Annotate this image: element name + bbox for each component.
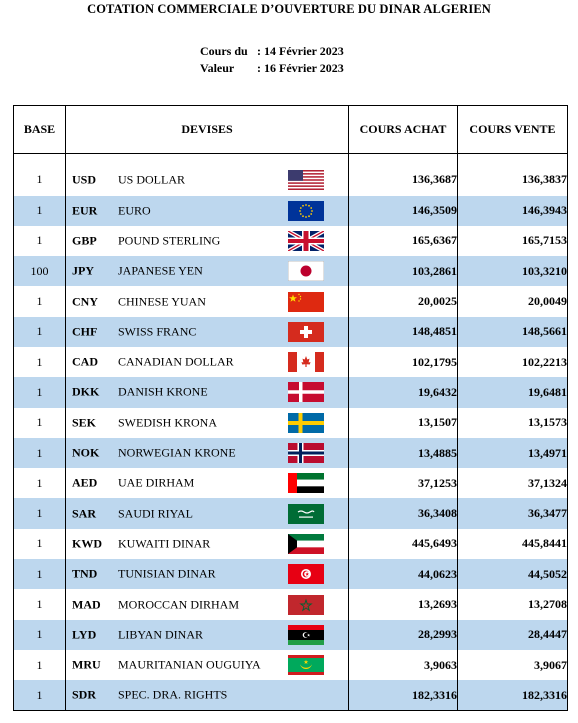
base-cell: 1 xyxy=(14,468,66,498)
devise-cell xyxy=(66,650,349,680)
cours-label: Cours du xyxy=(200,44,248,58)
currency-code: SEK xyxy=(72,415,97,430)
currency-name: EURO xyxy=(118,203,151,218)
devise-cell xyxy=(66,347,349,377)
devise-cell xyxy=(66,589,349,619)
currency-code: KWD xyxy=(72,536,102,551)
table-row xyxy=(14,589,568,619)
currency-name: LIBYAN DINAR xyxy=(118,627,203,642)
currency-name: CANADIAN DOLLAR xyxy=(118,354,234,369)
page-title: COTATION COMMERCIALE D’OUVERTURE DU DINAR ALGERIEN xyxy=(87,2,491,16)
column-header-devises: DEVISES xyxy=(66,106,349,154)
cours-vente-cell: 136,3837 xyxy=(458,154,568,196)
cours-vente-cell: 13,1573 xyxy=(458,408,568,438)
currency-name: MAURITANIAN OUGUIYA xyxy=(118,657,261,672)
column-header-achat: COURS ACHAT xyxy=(349,106,458,154)
valeur-date: : 16 Février 2023 xyxy=(257,61,344,75)
table-header-row xyxy=(14,106,568,154)
currency-code: LYD xyxy=(72,627,97,642)
base-cell: 1 xyxy=(14,620,66,650)
devise-cell xyxy=(66,377,349,407)
cours-achat-cell: 19,6432 xyxy=(349,377,458,407)
cours-achat-cell: 28,2993 xyxy=(349,620,458,650)
valeur-label: Valeur xyxy=(200,61,235,75)
cours-achat-cell: 103,2861 xyxy=(349,256,458,286)
gb-flag-icon xyxy=(288,231,324,251)
us-flag-icon xyxy=(288,170,324,190)
table-row xyxy=(14,680,568,710)
currency-code: USD xyxy=(72,172,97,187)
devise-cell xyxy=(66,286,349,316)
base-cell: 1 xyxy=(14,589,66,619)
cours-vente-cell: 13,2708 xyxy=(458,589,568,619)
currency-code: JPY xyxy=(72,263,94,278)
devise-cell xyxy=(66,226,349,256)
cours-achat-cell: 44,0623 xyxy=(349,559,458,589)
base-cell: 1 xyxy=(14,650,66,680)
sa-flag-icon xyxy=(288,504,324,524)
cours-vente-cell: 13,4971 xyxy=(458,438,568,468)
cours-vente-cell: 148,5661 xyxy=(458,317,568,347)
jp-flag-icon xyxy=(288,261,324,281)
currency-name: SWISS FRANC xyxy=(118,324,197,339)
eu-flag-icon xyxy=(288,201,324,221)
currency-code: DKK xyxy=(72,384,100,399)
cours-vente-cell: 44,5052 xyxy=(458,559,568,589)
table-row xyxy=(14,620,568,650)
currency-name: KUWAITI DINAR xyxy=(118,536,211,551)
ae-flag-icon xyxy=(288,473,324,493)
cours-achat-cell: 146,3509 xyxy=(349,196,458,226)
cours-vente-cell: 36,3477 xyxy=(458,498,568,528)
ma-flag-icon xyxy=(288,595,324,615)
base-cell: 1 xyxy=(14,377,66,407)
table-row xyxy=(14,256,568,286)
devise-cell xyxy=(66,620,349,650)
devise-cell xyxy=(66,196,349,226)
base-cell: 1 xyxy=(14,438,66,468)
cours-achat-cell: 36,3408 xyxy=(349,498,458,528)
cours-achat-cell: 165,6367 xyxy=(349,226,458,256)
table-row xyxy=(14,226,568,256)
cours-vente-cell: 182,3316 xyxy=(458,680,568,710)
ly-flag-icon xyxy=(288,625,324,645)
cours-date: : 14 Février 2023 xyxy=(257,44,344,58)
currency-name: CHINESE YUAN xyxy=(118,294,206,309)
se-flag-icon xyxy=(288,413,324,433)
table-row xyxy=(14,498,568,528)
devise-cell xyxy=(66,438,349,468)
devise-cell xyxy=(66,529,349,559)
base-cell: 1 xyxy=(14,317,66,347)
devise-cell xyxy=(66,559,349,589)
base-cell: 1 xyxy=(14,529,66,559)
base-cell: 1 xyxy=(14,196,66,226)
base-cell: 1 xyxy=(14,226,66,256)
currency-name: SPEC. DRA. RIGHTS xyxy=(118,687,228,702)
table-row xyxy=(14,650,568,680)
table-row xyxy=(14,468,568,498)
table-row xyxy=(14,154,568,196)
table-row xyxy=(14,438,568,468)
currency-code: SDR xyxy=(72,687,97,702)
column-header-vente: COURS VENTE xyxy=(458,106,568,154)
column-header-base: BASE xyxy=(14,106,66,154)
currency-name: US DOLLAR xyxy=(118,172,186,187)
devise-cell xyxy=(66,154,349,196)
base-cell: 1 xyxy=(14,559,66,589)
cours-vente-cell: 165,7153 xyxy=(458,226,568,256)
currency-code: NOK xyxy=(72,445,100,460)
currency-code: MRU xyxy=(72,657,101,672)
currency-code: MAD xyxy=(72,597,101,611)
cours-achat-cell: 13,2693 xyxy=(349,589,458,619)
table-row xyxy=(14,347,568,377)
devise-cell xyxy=(66,468,349,498)
cn-flag-icon xyxy=(288,292,324,312)
base-cell: 1 xyxy=(14,498,66,528)
date-block xyxy=(200,43,344,77)
table-row xyxy=(14,286,568,316)
ca-flag-icon xyxy=(288,352,324,372)
currency-name: TUNISIAN DINAR xyxy=(118,566,216,581)
cours-achat-cell: 445,6493 xyxy=(349,529,458,559)
cours-vente-cell: 37,1324 xyxy=(458,468,568,498)
kw-flag-icon xyxy=(288,534,324,554)
currency-code: SAR xyxy=(72,506,97,521)
base-cell: 1 xyxy=(14,286,66,316)
table-row xyxy=(14,529,568,559)
ch-flag-icon xyxy=(288,322,324,342)
currency-code: CNY xyxy=(72,294,98,309)
currency-code: CAD xyxy=(72,354,98,369)
tn-flag-icon xyxy=(288,564,324,584)
currency-name: POUND STERLING xyxy=(118,233,221,248)
base-cell: 1 xyxy=(14,680,66,710)
currency-name: DANISH KRONE xyxy=(118,384,208,399)
base-cell: 1 xyxy=(14,408,66,438)
cours-vente-cell: 103,3210 xyxy=(458,256,568,286)
devise-cell xyxy=(66,680,349,710)
currency-name: UAE DIRHAM xyxy=(118,475,195,490)
cours-achat-cell: 37,1253 xyxy=(349,468,458,498)
currency-code: TND xyxy=(72,566,98,581)
cours-achat-cell: 3,9063 xyxy=(349,650,458,680)
base-cell: 100 xyxy=(14,256,66,286)
cours-achat-cell: 13,1507 xyxy=(349,408,458,438)
devise-cell xyxy=(66,317,349,347)
cours-achat-cell: 148,4851 xyxy=(349,317,458,347)
cours-achat-cell: 13,4885 xyxy=(349,438,458,468)
devise-cell xyxy=(66,498,349,528)
table-row xyxy=(14,408,568,438)
currency-name: SAUDI RIYAL xyxy=(118,506,193,521)
table-row xyxy=(14,377,568,407)
currency-code: GBP xyxy=(72,233,97,248)
mr-flag-icon xyxy=(288,655,324,675)
table-row xyxy=(14,559,568,589)
base-cell: 1 xyxy=(14,347,66,377)
cours-vente-cell: 146,3943 xyxy=(458,196,568,226)
currency-code: AED xyxy=(72,475,98,490)
base-cell: 1 xyxy=(14,154,66,196)
cours-vente-cell: 102,2213 xyxy=(458,347,568,377)
cours-achat-cell: 102,1795 xyxy=(349,347,458,377)
devise-cell xyxy=(66,256,349,286)
cours-achat-cell: 182,3316 xyxy=(349,680,458,710)
currency-name: SWEDISH KRONA xyxy=(118,415,217,430)
cours-achat-cell: 20,0025 xyxy=(349,286,458,316)
currency-code: CHF xyxy=(72,324,98,339)
cours-achat-cell: 136,3687 xyxy=(349,154,458,196)
devise-cell xyxy=(66,408,349,438)
cours-vente-cell: 28,4447 xyxy=(458,620,568,650)
table-row xyxy=(14,196,568,226)
cours-vente-cell: 3,9067 xyxy=(458,650,568,680)
currency-name: JAPANESE YEN xyxy=(118,263,203,278)
currency-name: NORWEGIAN KRONE xyxy=(118,445,236,460)
cours-vente-cell: 445,8441 xyxy=(458,529,568,559)
no-flag-icon xyxy=(288,443,324,463)
currency-name: MOROCCAN DIRHAM xyxy=(118,597,240,611)
dk-flag-icon xyxy=(288,382,324,402)
currency-code: EUR xyxy=(72,203,98,218)
cours-vente-cell: 19,6481 xyxy=(458,377,568,407)
cours-vente-cell: 20,0049 xyxy=(458,286,568,316)
exchange-rate-table xyxy=(13,105,568,711)
table-row xyxy=(14,317,568,347)
